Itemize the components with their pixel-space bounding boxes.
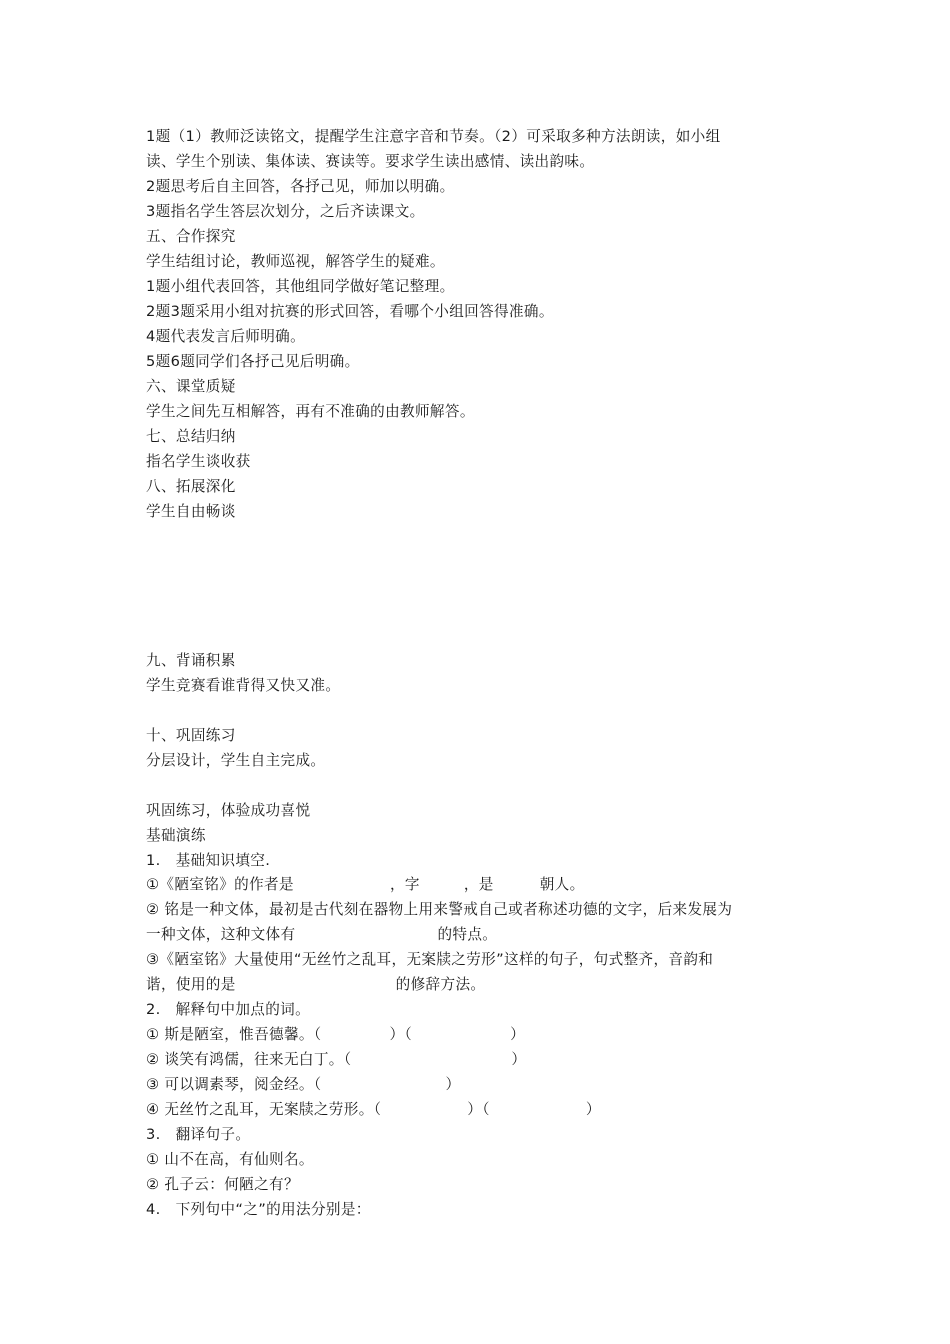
section-heading: 六、课堂质疑: [146, 378, 236, 395]
text-line: 基础演练: [146, 827, 206, 844]
section-heading: 十、巩固练习: [146, 727, 236, 744]
blank-text: 的特点。: [437, 926, 498, 943]
blank-text: ① 斯是陋室，惟吾德馨。（: [146, 1026, 322, 1043]
section-heading: 五、合作探究: [146, 228, 236, 245]
blank-text: ）: [585, 1101, 601, 1118]
text-line: 分层设计，学生自主完成。: [146, 752, 326, 769]
blank-text: ③ 可以调素琴，阅金经。（: [146, 1076, 322, 1093]
blank-text: ② 谈笑有鸿儒，往来无白丁。（: [146, 1051, 352, 1068]
text-line: 学生自由畅谈: [146, 503, 236, 520]
blank-text: ，是: [463, 876, 494, 893]
blank-text: ）（: [467, 1101, 490, 1118]
text-line: 学生竞赛看谁背得又快又准。: [146, 677, 341, 694]
blank-text: 谐，使用的是: [146, 976, 236, 993]
fill-blank-line: [146, 1076, 460, 1094]
blank-text: ）: [510, 1026, 526, 1043]
text-line: ② 铭是一种文体，最初是古代刻在器物上用来警戒自己或者称述功德的文字，后来发展为: [146, 901, 733, 918]
text-line: 5题6题同学们各抒己见后明确。: [146, 353, 360, 370]
question-heading: 4. 下列句中“之”的用法分别是：: [146, 1201, 371, 1218]
blank-text: ）: [445, 1076, 461, 1093]
text-line: 读、学生个别读、集体读、赛读等。要求学生读出感情、读出韵味。: [146, 153, 595, 170]
text-line: ③《陋室铭》大量使用“无丝竹之乱耳，无案牍之劳形”这样的句子，句式整齐，音韵和: [146, 951, 714, 968]
question-heading: 2. 解释句中加点的词。: [146, 1001, 311, 1018]
text-line: ② 孔子云：何陋之有？: [146, 1176, 299, 1193]
fill-blank-line: [146, 1101, 601, 1119]
blank-text: ④ 无丝竹之乱耳，无案牍之劳形。（: [146, 1101, 382, 1118]
text-line: 学生之间先互相解答，再有不准确的由教师解答。: [146, 403, 475, 420]
blank-text: ）: [511, 1051, 527, 1068]
text-line: 3题指名学生答层次划分，之后齐读课文。: [146, 203, 425, 220]
blank-text: ，字: [389, 876, 420, 893]
blank-text: 的修辞方法。: [395, 976, 486, 993]
blank-text: ①《陋室铭》的作者是: [146, 876, 294, 893]
fill-blank-line: [146, 1051, 526, 1069]
section-heading: 八、拓展深化: [146, 478, 236, 495]
text-line: 指名学生谈收获: [146, 453, 251, 470]
blank-text: ）（: [389, 1026, 413, 1043]
text-line: 1题小组代表回答，其他组同学做好笔记整理。: [146, 278, 455, 295]
fill-blank-line: [146, 876, 585, 894]
text-line: 2题思考后自主回答，各抒己见，师加以明确。: [146, 178, 455, 195]
question-heading: 1. 基础知识填空.: [146, 852, 271, 869]
text-line: 1题（1）教师泛读铭文，提醒学生注意字音和节奏。（2）可采取多种方法朗读，如小组: [146, 128, 721, 145]
blank-text: 一种文体，这种文体有: [146, 926, 296, 943]
text-line: 巩固练习，体验成功喜悦: [146, 802, 311, 819]
section-heading: 九、背诵积累: [146, 652, 236, 669]
question-heading: 3. 翻译句子。: [146, 1126, 251, 1143]
text-line: 2题3题采用小组对抗赛的形式回答，看哪个小组回答得准确。: [146, 303, 554, 320]
blank-text: 朝人。: [539, 876, 585, 893]
fill-blank-line: [146, 1026, 525, 1044]
text-line: 学生结组讨论，教师巡视，解答学生的疑难。: [146, 253, 445, 270]
fill-blank-line: [146, 926, 497, 944]
text-line: ① 山不在高，有仙则名。: [146, 1151, 314, 1168]
section-heading: 七、总结归纳: [146, 428, 236, 445]
fill-blank-line: [146, 976, 485, 994]
text-line: 4题代表发言后师明确。: [146, 328, 306, 345]
